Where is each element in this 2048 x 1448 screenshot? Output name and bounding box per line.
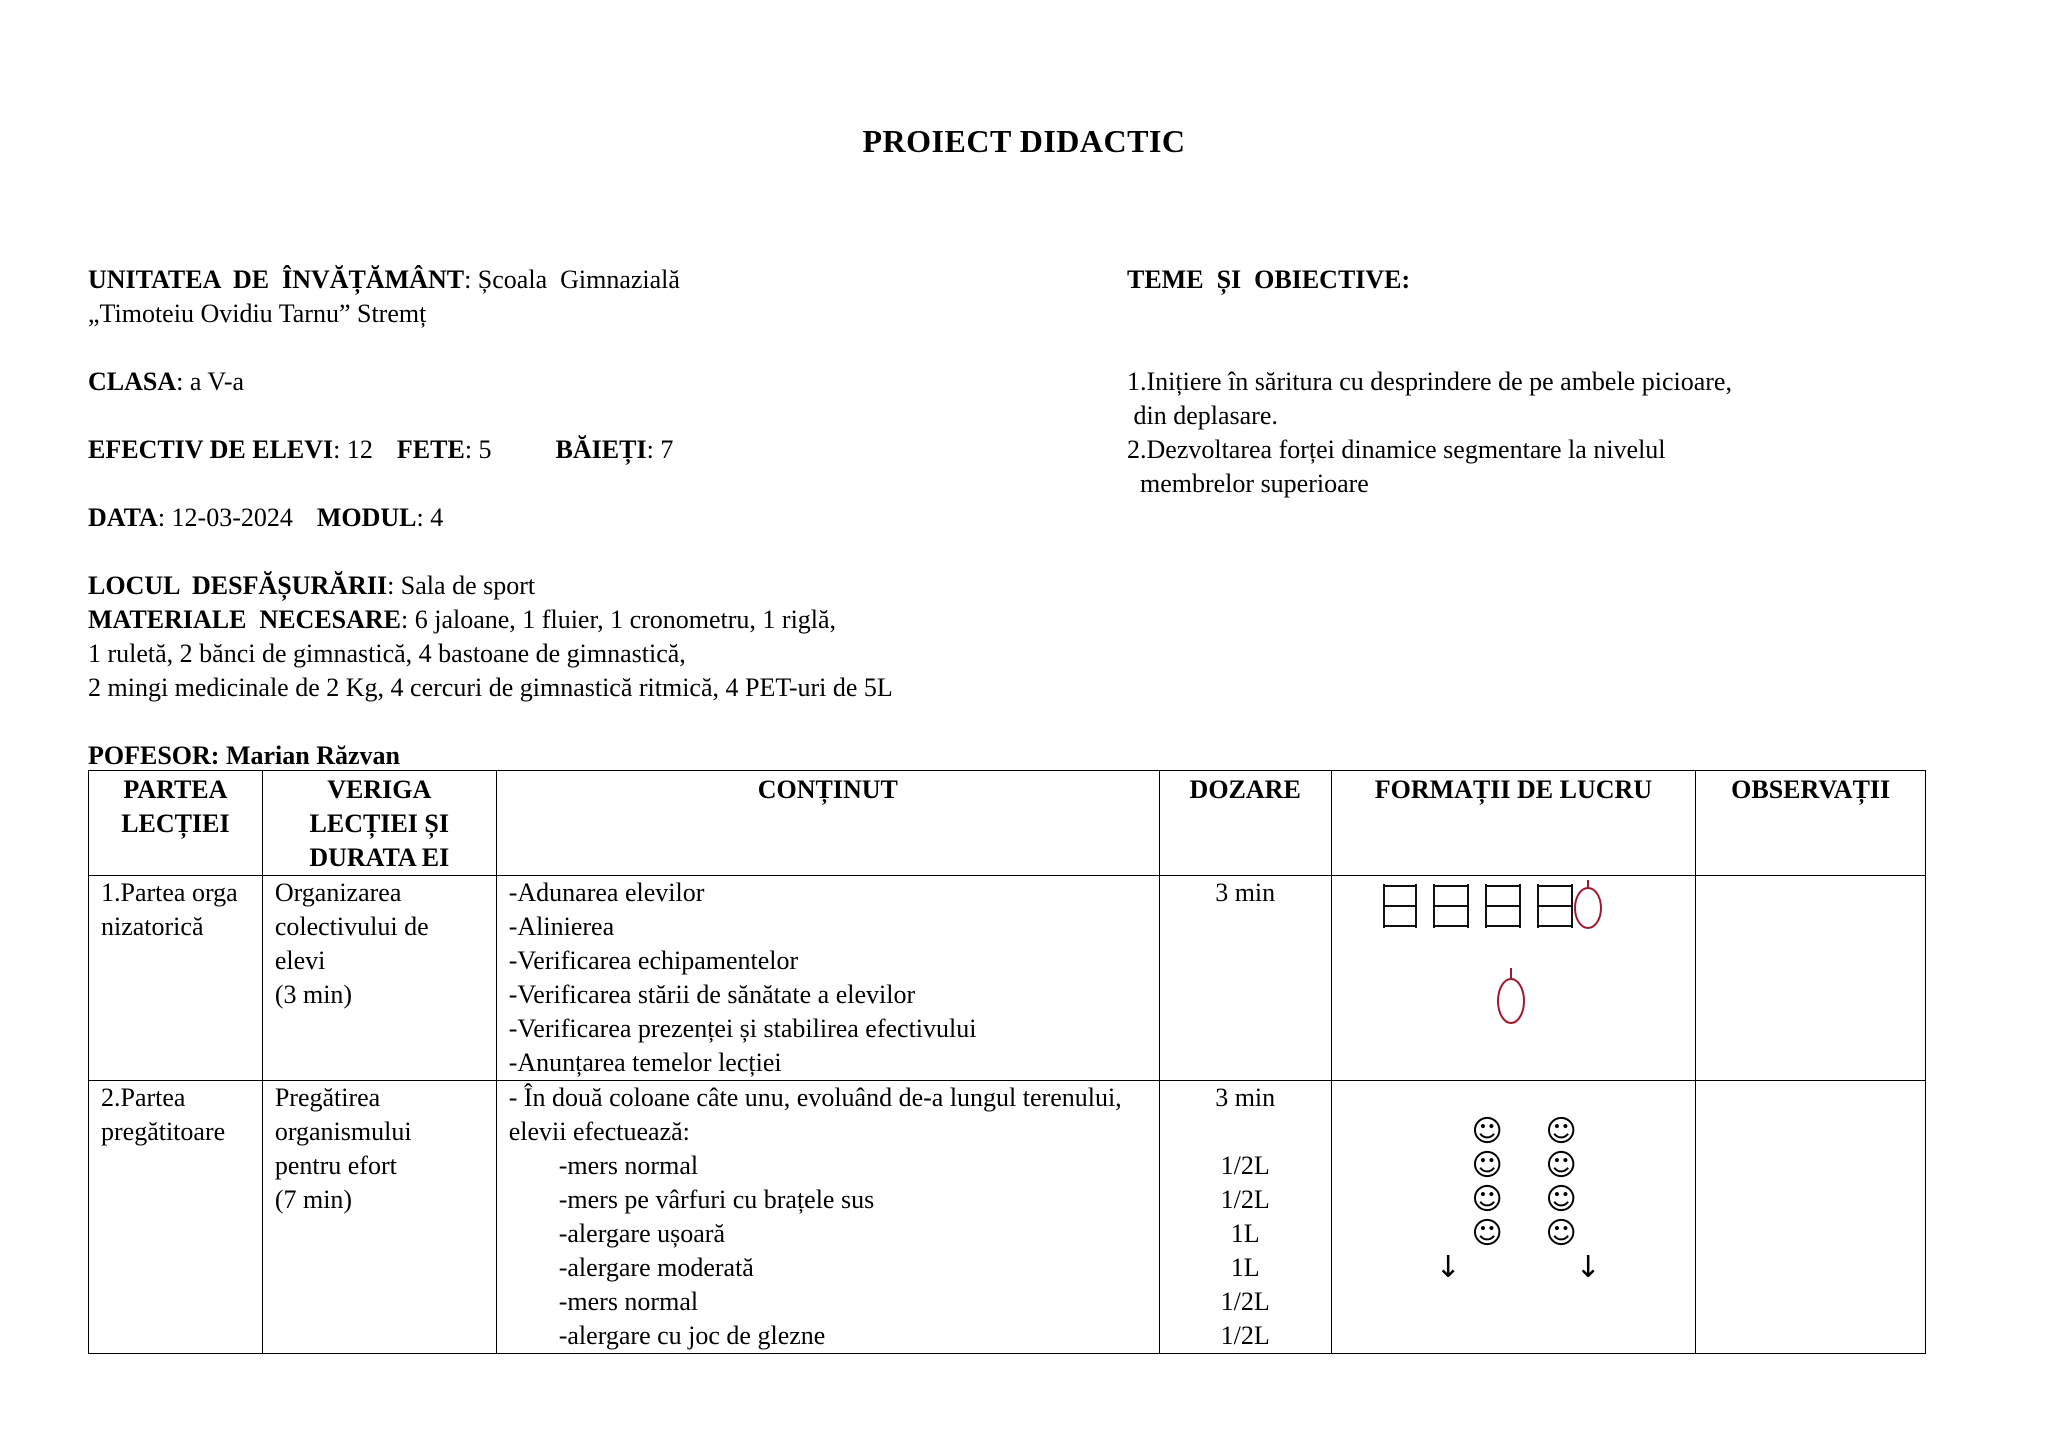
row2-link (262, 1081, 496, 1354)
dose-item: 1/2L (1220, 1287, 1270, 1316)
two-columns-formation (1344, 1081, 1684, 1321)
formation-diagram (1344, 876, 1684, 1076)
header-formations: FORMAȚII DE LUCRU (1331, 771, 1696, 876)
boys-value: : 7 (646, 435, 674, 464)
teacher-line: POFESOR: Marian Răzvan (88, 741, 400, 770)
header-dose: DOZARE (1159, 771, 1331, 876)
module-value: : 4 (416, 503, 444, 532)
content-item: -Adunarea elevilor (508, 878, 705, 907)
place-label: LOCUL DESFĂȘURĂRII (88, 571, 388, 600)
row2-part: 2.Partea pregătitoare (89, 1081, 263, 1354)
row2-link-duration: (7 min) (274, 1185, 353, 1214)
lesson-info (88, 263, 1088, 773)
dose-item: 1/2L (1220, 1321, 1270, 1350)
students-label: EFECTIV DE ELEVI (88, 435, 334, 464)
rank-4 (1538, 884, 1572, 928)
exercise-item: -mers normal (558, 1151, 699, 1180)
materials-line-2: 1 ruletă, 2 bănci de gimnastică, 4 bastoane de gimnastică, (88, 639, 686, 668)
formation-diagram-lines (1344, 876, 1684, 1076)
header-part: PARTEA LECȚIEI (89, 771, 263, 876)
header-content: CONȚINUT (496, 771, 1159, 876)
students-line (88, 433, 1088, 467)
row2-content (496, 1081, 1159, 1354)
place-value: : Sala de sport (387, 571, 536, 600)
row1-link (262, 876, 496, 1081)
content-item: -Alinierea (508, 912, 615, 941)
rank-1 (1384, 884, 1416, 928)
students-value: : 12 (333, 435, 373, 464)
teacher-markers (1498, 880, 1601, 1023)
objective-line: din deplasare. (1127, 401, 1278, 430)
content-item: -Anunțarea temelor lecției (508, 1048, 782, 1077)
materials-label: MATERIALE NECESARE (88, 605, 402, 634)
dose-item: 1/2L (1220, 1185, 1270, 1214)
objectives-heading: TEME ȘI OBIECTIVE: (1127, 265, 1411, 294)
row2-dose (1159, 1081, 1331, 1354)
rank-3 (1486, 884, 1520, 928)
dose-item: 1/2L (1220, 1151, 1270, 1180)
objectives-block (1127, 263, 1887, 501)
row2-intro: - În două coloane câte unu, evoluând de-a lungul terenului, elevii efectuează: (508, 1083, 1122, 1146)
dose-item: 1L (1230, 1219, 1260, 1248)
date-line (88, 501, 1088, 535)
table-row (89, 876, 1926, 1081)
girls-label: FETE (396, 435, 465, 464)
exercise-item: -mers pe vârfuri cu brațele sus (558, 1185, 875, 1214)
table-header-row (89, 771, 1926, 876)
materials-line-3: 2 mingi medicinale de 2 Kg, 4 cercuri de gimnastică ritmică, 4 PET-uri de 5L (88, 673, 893, 702)
table-row (89, 1081, 1926, 1354)
arrow-down-icon: ↓ (1435, 1250, 1461, 1285)
row2-formation (1331, 1081, 1696, 1354)
student-smiley-icon: ☺ (1545, 1216, 1577, 1251)
objective-line: 1.Inițiere în săritura cu desprindere de pe ambele picioare, (1127, 367, 1732, 396)
rank-2 (1434, 884, 1468, 928)
exercise-item: -mers normal (558, 1287, 699, 1316)
content-item: -Verificarea prezenței și stabilirea efectivului (508, 1014, 977, 1043)
exercise-item: -alergare cu joc de glezne (558, 1321, 826, 1350)
unit-label: UNITATEA DE ÎNVĂȚĂMÂNT (88, 265, 465, 294)
arrow-down-icon: ↓ (1575, 1250, 1601, 1285)
row1-link-duration: (3 min) (274, 980, 353, 1009)
content-item: -Verificarea stării de sănătate a elevilor (508, 980, 916, 1009)
class-label: CLASA (88, 367, 177, 396)
objective-line: membrelor superioare (1127, 469, 1369, 498)
document-title: PROIECT DIDACTIC (862, 123, 1186, 159)
boys-label: BĂIEȚI (555, 435, 647, 464)
dose-total: 3 min (1215, 1083, 1276, 1112)
date-value: : 12-03-2024 (157, 503, 293, 532)
unit-value: : Școala Gimnazială (464, 265, 680, 294)
place-line (88, 569, 1088, 603)
class-value: : a V-a (176, 367, 245, 396)
row1-link-text: Organizarea colectivului de elevi (274, 878, 429, 975)
row2-notes (1696, 1081, 1926, 1354)
student-lines (1384, 884, 1572, 928)
header-link: VERIGA LECȚIEI ȘI DURATA EI (262, 771, 496, 876)
row1-dose: 3 min (1159, 876, 1331, 1081)
row1-formation (1331, 876, 1696, 1081)
materials-line (88, 603, 1088, 637)
girls-value: : 5 (464, 435, 492, 464)
module-label: MODUL (316, 503, 417, 532)
student-smiley-icon: ☺ (1471, 1182, 1503, 1217)
student-smiley-icon: ☺ (1471, 1114, 1503, 1149)
row2-link-text: Pregătirea organismului pentru efort (274, 1083, 412, 1180)
student-smiley-icon: ☺ (1471, 1216, 1503, 1251)
student-smiley-icon: ☺ (1545, 1148, 1577, 1183)
date-label: DATA (88, 503, 158, 532)
content-item: -Verificarea echipamentelor (508, 946, 799, 975)
row1-part: 1.Partea organizatorică (89, 876, 263, 1081)
row1-content (496, 876, 1159, 1081)
teacher-oval-icon (1575, 888, 1601, 928)
student-smiley-icon: ☺ (1471, 1148, 1503, 1183)
student-smiley-icon: ☺ (1545, 1114, 1577, 1149)
student-smiley-icon: ☺ (1545, 1182, 1577, 1217)
header-notes: OBSERVAȚII (1696, 771, 1926, 876)
dose-item: 1L (1230, 1253, 1260, 1282)
lesson-table (88, 770, 1926, 1354)
objective-line: 2.Dezvoltarea forței dinamice segmentare la nivelul (1127, 435, 1666, 464)
unit-line-2: „Timoteiu Ovidiu Tarnu” Stremț (88, 299, 427, 328)
materials-value: : 6 jaloane, 1 fluier, 1 cronometru, 1 riglă, (401, 605, 837, 634)
row1-notes (1696, 876, 1926, 1081)
exercise-item: -alergare ușoară (558, 1219, 725, 1248)
exercise-item: -alergare moderată (558, 1253, 754, 1282)
class-line (88, 365, 1088, 399)
teacher-oval-icon (1498, 979, 1524, 1023)
unit-line (88, 263, 1088, 297)
